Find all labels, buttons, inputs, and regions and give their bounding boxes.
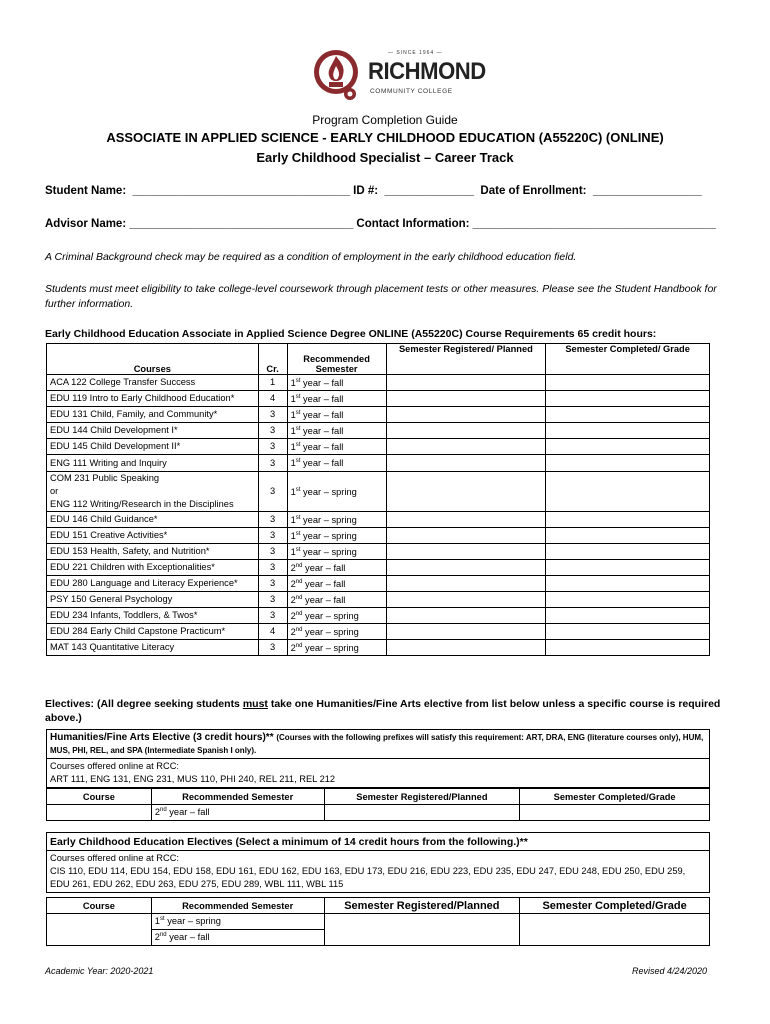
- course-row: [47, 375, 710, 391]
- ece-grid: [46, 897, 710, 946]
- ece-course-header: Course: [47, 898, 152, 914]
- humanities-grid: [46, 788, 710, 821]
- semester-registered-cell[interactable]: [386, 608, 546, 624]
- course-name: EDU 153 Health, Safety, and Nutrition*: [47, 543, 259, 559]
- course-row: [47, 527, 710, 543]
- recommended-semester: 1st year – fall: [287, 423, 386, 439]
- ece-electives-box: [46, 832, 710, 893]
- course-name: EDU 234 Infants, Toddlers, & Twos*: [47, 608, 259, 624]
- course-row: [47, 407, 710, 423]
- humanities-note: (Courses with the following prefixes will satisfy this requirement: ART, DRA, ENG (literature courses only), HUM, MUS, PHI, REL, and SPA (Intermediate Spanish I only).: [50, 733, 704, 755]
- semester-registered-cell[interactable]: [386, 423, 546, 439]
- semester-completed-cell[interactable]: [546, 471, 710, 511]
- recommended-semester: 1st year – fall: [287, 407, 386, 423]
- semester-registered-cell[interactable]: [386, 559, 546, 575]
- revised-date: Revised 4/24/2020: [632, 966, 708, 976]
- semester-completed-cell[interactable]: [546, 592, 710, 608]
- course-credits: 3: [258, 455, 287, 471]
- semester-registered-cell[interactable]: [386, 471, 546, 511]
- humanities-online-list: ART 111, ENG 131, ENG 231, MUS 110, PHI 240, REL 211, REL 212: [50, 774, 336, 784]
- semester-registered-cell[interactable]: [386, 511, 546, 527]
- course-credits: 3: [258, 592, 287, 608]
- course-row: [47, 543, 710, 559]
- semester-registered-cell[interactable]: [386, 391, 546, 407]
- registered-header: Semester Registered/ Planned: [386, 344, 546, 375]
- recommended-semester: 2nd year – fall: [287, 575, 386, 591]
- ece-rec-cell-2: 2nd year – fall: [151, 930, 324, 946]
- humanities-title: Humanities/Fine Arts Elective (3 credit hours)**: [50, 732, 277, 743]
- course-row: [47, 439, 710, 455]
- college-logo: [312, 46, 486, 108]
- course-name: EDU 144 Child Development I*: [47, 423, 259, 439]
- semester-registered-cell[interactable]: [386, 543, 546, 559]
- course-credits: 3: [258, 575, 287, 591]
- course-credits: 3: [258, 423, 287, 439]
- course-credits: 3: [258, 640, 287, 656]
- requirements-table: [46, 343, 710, 656]
- course-name: EDU 151 Creative Activities*: [47, 527, 259, 543]
- student-info-line[interactable]: Student Name: __________________________________ ID #: ______________ Date of Enrollment: _________________: [45, 185, 702, 197]
- course-name: COM 231 Public Speaking or ENG 112 Writing/Research in the Disciplines: [47, 471, 259, 511]
- humanities-title-row: [47, 730, 709, 759]
- humanities-grid-header: [47, 789, 710, 805]
- semester-completed-cell[interactable]: [546, 391, 710, 407]
- course-credits: 3: [258, 527, 287, 543]
- semester-completed-cell[interactable]: [546, 527, 710, 543]
- semester-completed-cell[interactable]: [546, 423, 710, 439]
- semester-completed-cell[interactable]: [546, 608, 710, 624]
- course-row: [47, 559, 710, 575]
- course-name: EDU 280 Language and Literacy Experience*: [47, 575, 259, 591]
- recommended-semester: 1st year – fall: [287, 391, 386, 407]
- logo-name: RICHMOND: [368, 58, 486, 85]
- course-name: MAT 143 Quantitative Literacy: [47, 640, 259, 656]
- course-credits: 4: [258, 391, 287, 407]
- course-row: [47, 624, 710, 640]
- ece-reg-header: Semester Registered/Planned: [324, 898, 520, 914]
- semester-registered-cell[interactable]: [386, 624, 546, 640]
- course-row: [47, 640, 710, 656]
- recommended-semester: 2nd year – fall: [287, 559, 386, 575]
- completed-header: Semester Completed/ Grade: [546, 344, 710, 375]
- ece-reg-cell[interactable]: [324, 914, 520, 946]
- hum-course-cell[interactable]: [47, 805, 152, 821]
- course-row: [47, 608, 710, 624]
- recommended-semester: 1st year – fall: [287, 439, 386, 455]
- background-check-note: A Criminal Background check may be required as a condition of employment in the early childhood education field.: [45, 251, 577, 263]
- hum-comp-cell[interactable]: [520, 805, 710, 821]
- recommended-semester: 1st year – spring: [287, 527, 386, 543]
- humanities-online-row: [47, 759, 709, 787]
- hum-comp-header: Semester Completed/Grade: [520, 789, 710, 805]
- electives-intro-b: take one Humanities/Fine Arts elective from list below unless a specific course is required above.): [45, 698, 721, 724]
- ece-online-list: CIS 110, EDU 114, EDU 154, EDU 158, EDU 161, EDU 162, EDU 163, EDU 173, EDU 216, EDU 223, EDU 235, EDU 247, EDU 248, EDU 250, EDU 259, EDU 261, EDU 262, EDU 263, EDU 275, EDU 289, WBL 111, WBL 115: [50, 866, 686, 889]
- semester-registered-cell[interactable]: [386, 375, 546, 391]
- hum-course-header: Course: [47, 789, 152, 805]
- semester-completed-cell[interactable]: [546, 407, 710, 423]
- course-credits: 3: [258, 407, 287, 423]
- humanities-grid-row: [47, 805, 710, 821]
- course-name: EDU 145 Child Development II*: [47, 439, 259, 455]
- semester-registered-cell[interactable]: [386, 407, 546, 423]
- course-row: [47, 511, 710, 527]
- semester-completed-cell[interactable]: [546, 624, 710, 640]
- ece-rec-header: Recommended Semester: [151, 898, 324, 914]
- humanities-online-label: Courses offered online at RCC:: [50, 761, 180, 771]
- course-row: [47, 391, 710, 407]
- hum-rec-header: Recommended Semester: [151, 789, 324, 805]
- recommended-semester: 1st year – spring: [287, 543, 386, 559]
- semester-completed-cell[interactable]: [546, 455, 710, 471]
- recommended-semester: 2nd year – fall: [287, 592, 386, 608]
- recommended-semester: 1st year – fall: [287, 455, 386, 471]
- course-credits: 4: [258, 624, 287, 640]
- flame-seal-icon: [312, 46, 364, 108]
- recommended-semester: 1st year – spring: [287, 471, 386, 511]
- program-subtitle: Early Childhood Specialist – Career Track: [256, 150, 514, 165]
- course-name: PSY 150 General Psychology: [47, 592, 259, 608]
- ece-rec-cell-1: 1st year – spring: [151, 914, 324, 930]
- requirements-heading: Early Childhood Education Associate in Applied Science Degree ONLINE (A55220C) Course Requirements 65 credit hours:: [45, 328, 657, 340]
- course-name: EDU 131 Child, Family, and Community*: [47, 407, 259, 423]
- semester-registered-cell[interactable]: [386, 575, 546, 591]
- recommended-semester: 1st year – fall: [287, 375, 386, 391]
- recommended-semester: 2nd year – spring: [287, 608, 386, 624]
- program-title: ASSOCIATE IN APPLIED SCIENCE - EARLY CHILDHOOD EDUCATION (A55220C) (ONLINE): [106, 130, 664, 145]
- semester-completed-cell[interactable]: [546, 439, 710, 455]
- course-credits: 3: [258, 511, 287, 527]
- course-row: [47, 575, 710, 591]
- electives-intro-a: Electives: (All degree seeking students: [45, 698, 243, 710]
- logo-subtitle: COMMUNITY COLLEGE: [370, 88, 453, 95]
- recommended-semester: 1st year – spring: [287, 511, 386, 527]
- advisor-info-line[interactable]: Advisor Name: ___________________________________ Contact Information: ______________________________________: [45, 218, 716, 230]
- course-name: ACA 122 College Transfer Success: [47, 375, 259, 391]
- course-name: EDU 221 Children with Exceptionalities*: [47, 559, 259, 575]
- semester-registered-cell[interactable]: [386, 527, 546, 543]
- hum-reg-cell[interactable]: [324, 805, 520, 821]
- logo-since: — SINCE 1964 —: [388, 50, 443, 56]
- semester-completed-cell[interactable]: [546, 575, 710, 591]
- course-credits: 3: [258, 439, 287, 455]
- semester-completed-cell[interactable]: [546, 559, 710, 575]
- course-credits: 3: [258, 471, 287, 511]
- hum-reg-header: Semester Registered/Planned: [324, 789, 520, 805]
- recommended-header: Recommended Semester: [287, 344, 386, 375]
- academic-year: Academic Year: 2020-2021: [45, 966, 154, 976]
- semester-completed-cell[interactable]: [546, 640, 710, 656]
- ece-title-row: Early Childhood Education Electives (Select a minimum of 14 credit hours from the following.)**: [47, 833, 709, 851]
- course-name: EDU 119 Intro to Early Childhood Education*: [47, 391, 259, 407]
- semester-registered-cell[interactable]: [386, 592, 546, 608]
- electives-must: must: [242, 698, 268, 710]
- course-row: [47, 471, 710, 511]
- course-name: ENG 111 Writing and Inquiry: [47, 455, 259, 471]
- eligibility-note: Students must meet eligibility to take college-level coursework through placement tests or other measures. Please see the Student Handbook for further information.: [45, 283, 717, 310]
- ece-grid-header: [47, 898, 710, 914]
- guide-label: Program Completion Guide: [312, 113, 458, 127]
- humanities-box: [46, 729, 710, 788]
- course-name: EDU 284 Early Child Capstone Practicum*: [47, 624, 259, 640]
- hum-rec-cell: 2nd year – fall: [151, 805, 324, 821]
- semester-registered-cell[interactable]: [386, 455, 546, 471]
- ece-comp-cell[interactable]: [520, 914, 710, 946]
- course-credits: 1: [258, 375, 287, 391]
- semester-completed-cell[interactable]: [546, 375, 710, 391]
- ece-online-label: Courses offered online at RCC:: [50, 853, 180, 863]
- recommended-semester: 2nd year – spring: [287, 640, 386, 656]
- semester-completed-cell[interactable]: [546, 543, 710, 559]
- course-row: [47, 455, 710, 471]
- ece-online-row: [47, 851, 709, 892]
- course-credits: 3: [258, 559, 287, 575]
- credits-header: Cr.: [258, 344, 287, 375]
- courses-header: Courses: [47, 344, 259, 375]
- ece-course-cell[interactable]: [47, 914, 152, 946]
- ece-grid-row: [47, 914, 710, 930]
- semester-completed-cell[interactable]: [546, 511, 710, 527]
- course-name: EDU 146 Child Guidance*: [47, 511, 259, 527]
- course-credits: 3: [258, 608, 287, 624]
- course-row: [47, 423, 710, 439]
- ece-comp-header: Semester Completed/Grade: [520, 898, 710, 914]
- electives-heading: [45, 697, 725, 725]
- course-row: [47, 592, 710, 608]
- recommended-semester: 2nd year – spring: [287, 624, 386, 640]
- semester-registered-cell[interactable]: [386, 439, 546, 455]
- requirements-header-row: [47, 344, 710, 375]
- semester-registered-cell[interactable]: [386, 640, 546, 656]
- course-credits: 3: [258, 543, 287, 559]
